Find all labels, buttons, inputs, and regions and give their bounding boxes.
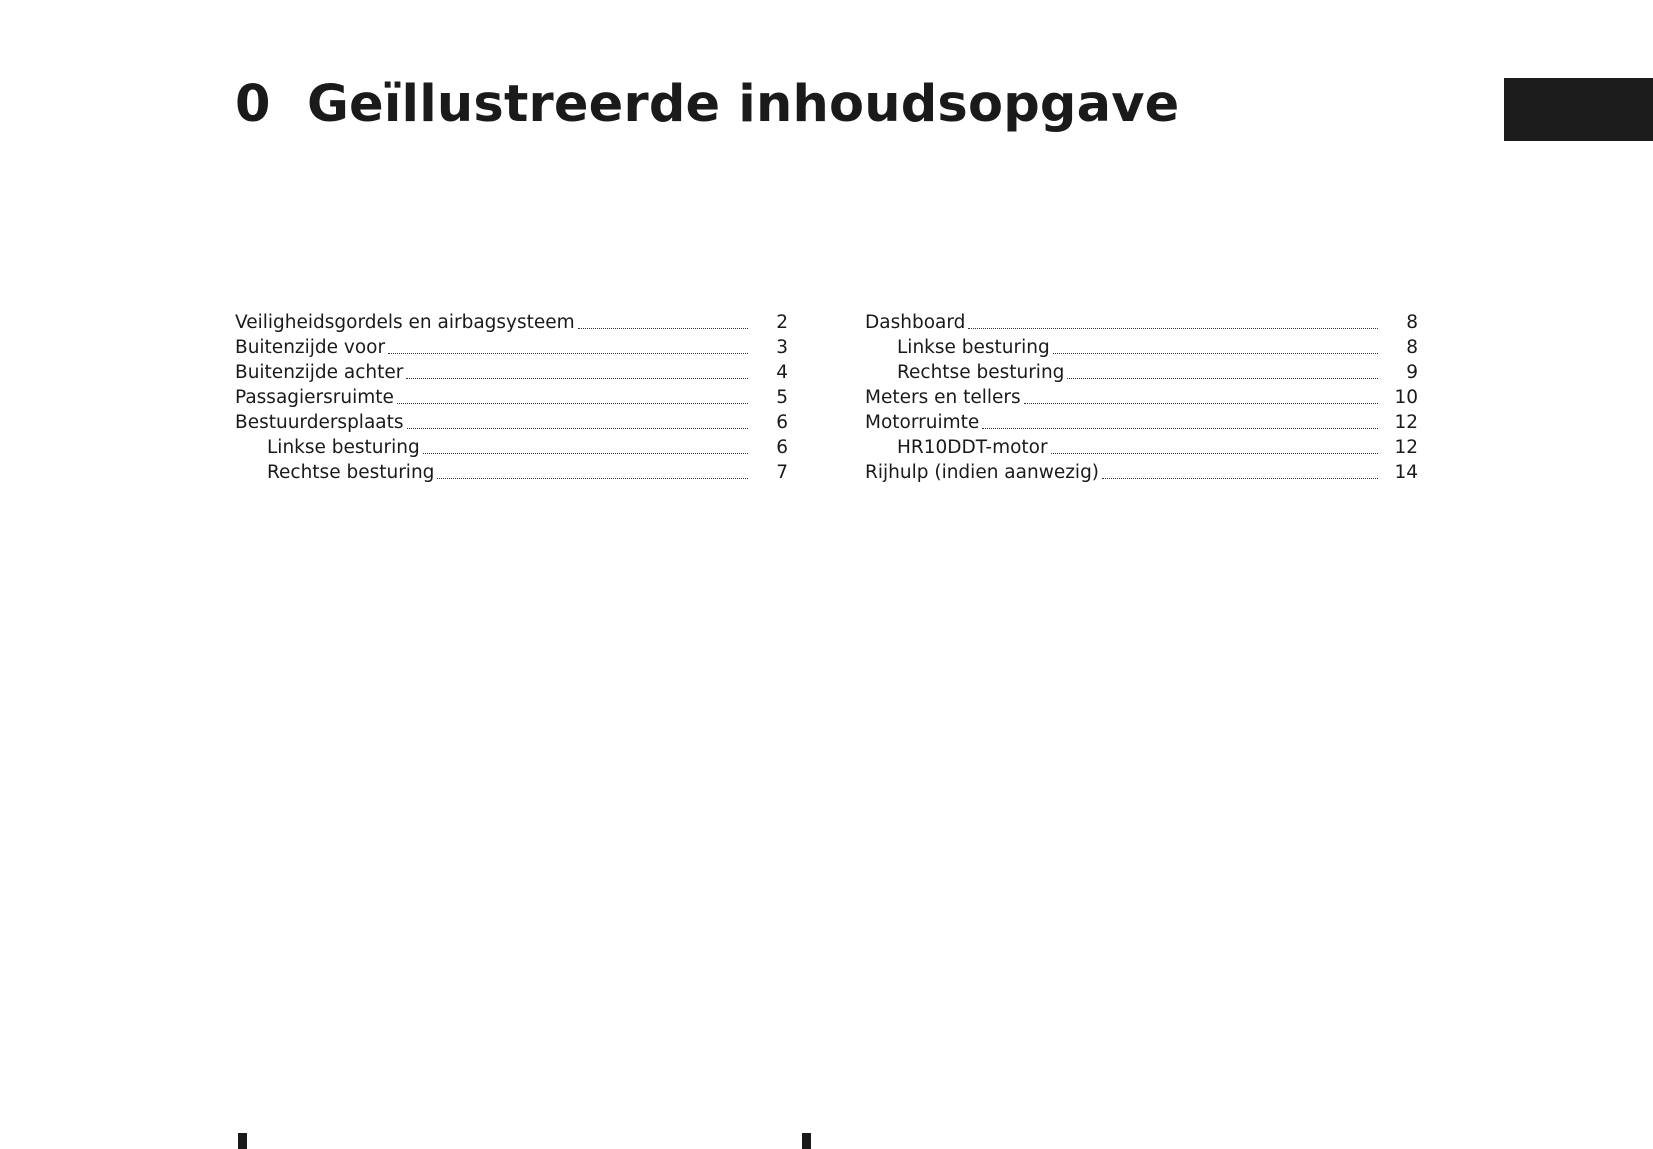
toc-subentry[interactable] xyxy=(865,335,1418,360)
toc-entry[interactable] xyxy=(865,410,1418,435)
dot-leader xyxy=(406,378,748,379)
dot-leader xyxy=(423,453,748,454)
crop-mark xyxy=(802,1133,811,1149)
toc-entry-label: Rijhulp (indien aanwezig) xyxy=(865,462,1100,483)
toc-entry-label: Passagiersruimte xyxy=(235,387,394,408)
dot-leader xyxy=(968,328,1378,329)
toc-entry-page: 4 xyxy=(776,362,788,383)
toc-entry[interactable] xyxy=(235,360,788,385)
toc-entry-page: 12 xyxy=(1394,437,1418,458)
dot-leader xyxy=(407,428,748,429)
dot-leader xyxy=(1053,353,1378,354)
toc-entry-label: Buitenzijde achter xyxy=(235,362,404,383)
toc-entry-label: Rechtse besturing xyxy=(267,462,435,483)
page-title xyxy=(235,70,1179,140)
dot-leader xyxy=(1102,478,1378,479)
dot-leader xyxy=(397,403,748,404)
toc-entry-page: 6 xyxy=(776,412,788,433)
toc-entry-page: 7 xyxy=(776,462,788,483)
toc-entry[interactable] xyxy=(865,460,1418,485)
toc-entry-label: Rechtse besturing xyxy=(897,362,1065,383)
toc-entry-page: 8 xyxy=(1406,337,1418,358)
toc-entry-label: Linkse besturing xyxy=(897,337,1050,358)
toc-entry-page: 3 xyxy=(776,337,788,358)
chapter-number: 0 xyxy=(235,75,271,134)
chapter-tab xyxy=(1504,78,1653,141)
toc-entry-label: Motorruimte xyxy=(865,412,980,433)
toc-entry-label: HR10DDT-motor xyxy=(897,437,1048,458)
toc-entry-label: Buitenzijde voor xyxy=(235,337,386,358)
dot-leader xyxy=(578,328,748,329)
toc-entry-label: Veiligheidsgordels en airbagsysteem xyxy=(235,312,575,333)
toc-subentry[interactable] xyxy=(865,435,1418,460)
toc-entry[interactable] xyxy=(235,335,788,360)
dot-leader xyxy=(1067,378,1378,379)
toc-entry-page: 10 xyxy=(1394,387,1418,408)
dot-leader xyxy=(437,478,748,479)
toc-entry[interactable] xyxy=(865,310,1418,335)
toc-entry-page: 6 xyxy=(776,437,788,458)
toc-entry[interactable] xyxy=(235,385,788,410)
dot-leader xyxy=(1051,453,1378,454)
toc-entry-page: 12 xyxy=(1394,412,1418,433)
toc-subentry[interactable] xyxy=(235,435,788,460)
toc-entry-page: 2 xyxy=(776,312,788,333)
toc-entry-label: Meters en tellers xyxy=(865,387,1021,408)
toc-entry-page: 5 xyxy=(776,387,788,408)
toc-entry[interactable] xyxy=(235,310,788,335)
toc-entry[interactable] xyxy=(235,410,788,435)
toc-subentry[interactable] xyxy=(865,360,1418,385)
dot-leader xyxy=(982,428,1378,429)
toc-entry-page: 14 xyxy=(1394,462,1418,483)
toc-entry[interactable] xyxy=(865,385,1418,410)
toc-subentry[interactable] xyxy=(235,460,788,485)
chapter-title: Geïllustreerde inhoudsopgave xyxy=(307,75,1180,134)
toc-entry-page: 8 xyxy=(1406,312,1418,333)
toc-right-column xyxy=(865,310,1418,485)
toc-left-column xyxy=(235,310,788,485)
toc-entry-label: Bestuurdersplaats xyxy=(235,412,404,433)
dot-leader xyxy=(388,353,748,354)
toc-entry-label: Dashboard xyxy=(865,312,966,333)
dot-leader xyxy=(1024,403,1378,404)
toc-entry-label: Linkse besturing xyxy=(267,437,420,458)
toc-entry-page: 9 xyxy=(1406,362,1418,383)
crop-mark xyxy=(238,1133,247,1149)
